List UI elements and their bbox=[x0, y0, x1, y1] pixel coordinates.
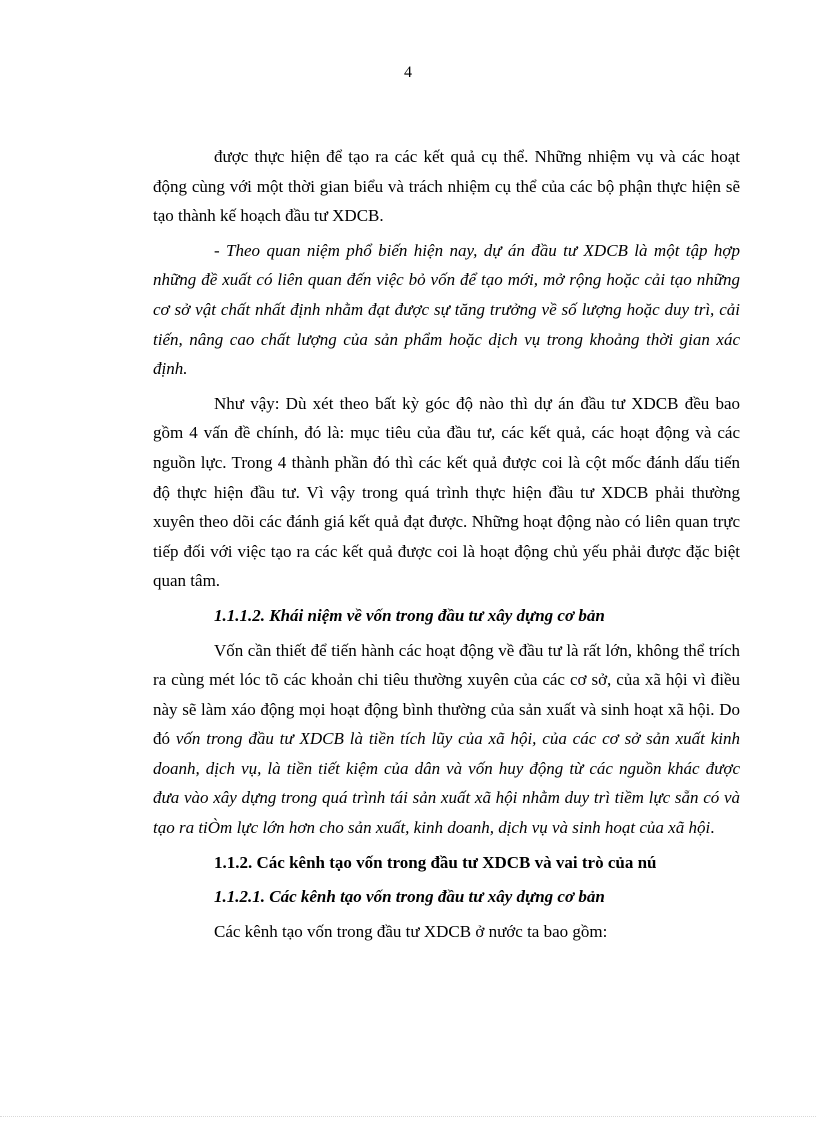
page-number: 4 bbox=[404, 64, 412, 81]
paragraph-channels-intro: Các kênh tạo vốn trong đầu tư XDCB ở nước ta bao gồm: bbox=[214, 921, 608, 941]
section-heading-capital-concept: 1.1.1.2. Khái niệm về vốn trong đầu tư xây dựng cơ bản bbox=[214, 605, 605, 625]
document-body bbox=[153, 142, 740, 951]
paragraph-project-components: Như vậy: Dù xét theo bất kỳ góc độ nào thì dự án đầu tư XDCB đều bao gồm 4 vấn đề chính, đó là: mục tiêu của đầu tư, các kết quả, các hoạt động và các nguồn lực. Trong 4 thành phần đó thì các kết quả được coi là cột mốc đánh dấu tiến độ thực hiện đầu tư. Vì vậy trong quá trình thực hiện đầu tư XDCB phải thường xuyên theo dõi các đánh giá kết quả đạt được. Những hoạt động nào có liên quan trực tiếp đối với việc tạo ra các kết quả được coi là hoạt động chủ yếu phải được đặc biệt quan tâm. bbox=[153, 393, 740, 591]
capital-intro-text: Vốn cần thiết để tiến hành các hoạt động về đầu tư là rất lớn, không thể trích ra cùng mét lóc tõ các khoản chi tiêu thường xuyên của các cơ sở, của xã hội vì điều này sẽ làm xáo động mọi hoạt động bình thường của sản xuất và sinh hoạt xã hội. Do đó bbox=[153, 640, 740, 749]
capital-definition-text: vốn trong đầu tư XDCB là tiền tích lũy của xã hội, của các cơ sở sản xuất kinh doanh, dịch vụ, là tiền tiết kiệm của dân và vốn huy động từ các nguồn khác được đưa vào xây dựng trong quá trình tái sản xuất xã hội nhằm duy trì tiềm lực sẵn có và tạo ra tiÒm lực lớn hơn cho sản xuất, kinh doanh, dịch vụ và sinh hoạt của xã hội bbox=[153, 729, 740, 838]
page-bottom-divider bbox=[0, 1116, 816, 1117]
paragraph-project-definition: - Theo quan niệm phổ biến hiện nay, dự án đầu tư XDCB là một tập hợp những đề xuất có liên quan đến việc bỏ vốn để tạo mới, mở rộng hoặc cải tạo những cơ sở vật chất nhất định nhằm đạt được sự tăng trưởng về số lượng hoặc duy trì, cải tiến, nâng cao chất lượng của sản phẩm hoặc dịch vụ trong khoảng thời gian xác định. bbox=[153, 240, 740, 379]
section-heading-capital-channels-role: 1.1.2. Các kênh tạo vốn trong đầu tư XDCB và vai trò của nú bbox=[214, 852, 657, 872]
section-heading-capital-channels: 1.1.2.1. Các kênh tạo vốn trong đầu tư xây dựng cơ bản bbox=[214, 887, 605, 907]
paragraph-capital-definition bbox=[153, 636, 740, 843]
paragraph-project-tasks: được thực hiện để tạo ra các kết quả cụ thể. Những nhiệm vụ và các hoạt động cùng với một thời gian biểu và trách nhiệm cụ thể của các bộ phận thực hiện sẽ tạo thành kế hoạch đầu tư XDCB. bbox=[153, 147, 740, 226]
capital-definition-end: . bbox=[710, 818, 715, 838]
